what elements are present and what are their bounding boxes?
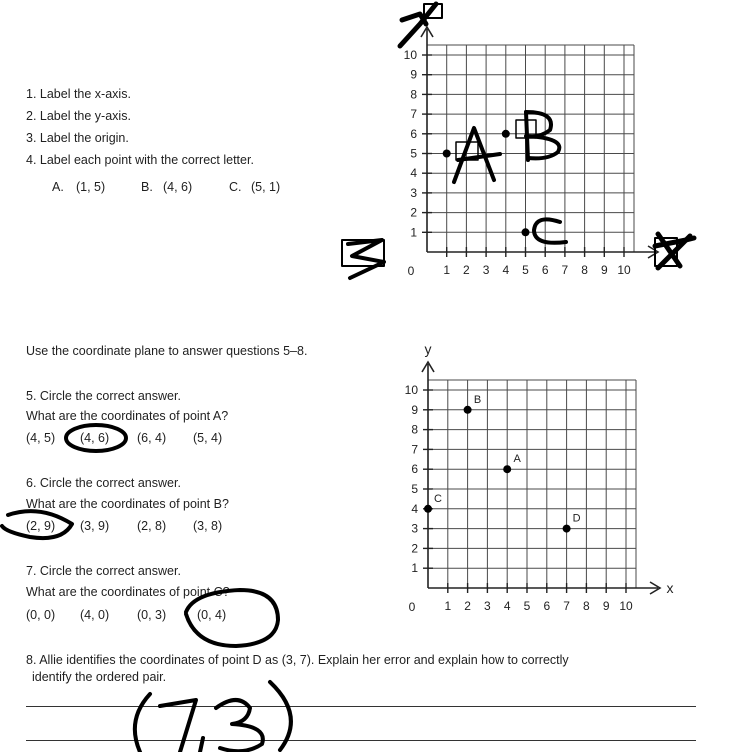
- q7-answer-circle: [186, 590, 278, 646]
- y-tick-label: 10: [403, 48, 417, 62]
- q5-option-2[interactable]: (4, 6): [80, 431, 110, 445]
- data-point-c: [424, 505, 432, 513]
- x-tick-label: 8: [583, 599, 590, 613]
- handwritten-ab-labels: [454, 112, 559, 182]
- x-tick-label: 10: [619, 599, 633, 613]
- q6-option-1[interactable]: (2, 9): [26, 519, 56, 533]
- handwritten-c-label: [534, 219, 566, 242]
- y-tick-label: 6: [410, 126, 417, 141]
- x-tick-label: 6: [541, 263, 549, 277]
- y-axis-label: y: [424, 341, 432, 357]
- coordinate-plane-1: [404, 27, 658, 278]
- x-tick-label: 9: [602, 599, 610, 613]
- instruction-3: 3. Label the origin.: [26, 131, 129, 145]
- q8-text-line1: 8. Allie identifies the coordinates of point D as (3, 7). Explain her error and explain how to correctly: [26, 653, 569, 667]
- x-tick-label: 10: [617, 263, 631, 277]
- handwritten-origin-label: [342, 240, 384, 278]
- x-tick-label: 3: [484, 599, 491, 613]
- y-tick-label: 5: [410, 146, 417, 161]
- handwriting-layer: [2, 4, 694, 752]
- y-tick-label: 6: [411, 462, 418, 477]
- point-label-a: A: [513, 453, 521, 466]
- x-tick-label: 7: [561, 263, 569, 277]
- x-tick-label: 1: [443, 263, 451, 277]
- x-tick-label: 5: [522, 263, 529, 277]
- y-tick-label: 9: [411, 402, 418, 417]
- y-tick-label: 3: [411, 521, 418, 536]
- q5-label: 5. Circle the correct answer.: [26, 389, 181, 403]
- data-point-b: [464, 406, 472, 414]
- y-tick-label: 1: [411, 561, 418, 576]
- instruction-2: 2. Label the y-axis.: [26, 109, 131, 123]
- instruction-4: 4. Label each point with the correct letter.: [26, 153, 254, 167]
- x-axis-label: x: [666, 580, 674, 596]
- data-point-a: [503, 465, 511, 473]
- part2-intro: Use the coordinate plane to answer questions 5–8.: [26, 344, 308, 358]
- q7-question: What are the coordinates of point C?: [26, 585, 230, 599]
- q8-text-line2: identify the ordered pair.: [32, 670, 167, 684]
- origin-label: 0: [408, 600, 416, 614]
- y-tick-label: 8: [410, 87, 417, 102]
- q7-label: 7. Circle the correct answer.: [26, 564, 181, 578]
- handwritten-y-label: [400, 4, 442, 46]
- x-tick-label: 2: [463, 263, 470, 277]
- point-b-letter: B.: [141, 180, 153, 194]
- y-tick-label: 9: [410, 67, 417, 82]
- data-point-b: [502, 130, 510, 138]
- x-tick-label: 4: [502, 263, 510, 277]
- q5-option-1[interactable]: (4, 5): [26, 431, 56, 445]
- y-tick-label: 4: [410, 166, 417, 181]
- y-tick-label: 10: [404, 383, 418, 397]
- q5-option-4[interactable]: (5, 4): [193, 431, 223, 445]
- y-tick-label: 7: [411, 442, 418, 457]
- instruction-1: 1. Label the x-axis.: [26, 87, 131, 101]
- x-tick-label: 5: [523, 599, 531, 613]
- q6-answer-circle: [2, 511, 72, 538]
- point-b-coords: (4, 6): [163, 180, 193, 194]
- q6-option-2[interactable]: (3, 9): [80, 519, 110, 533]
- x-tick-label: 3: [482, 263, 490, 277]
- point-label-c: C: [434, 492, 442, 505]
- y-tick-label: 2: [411, 541, 418, 556]
- q5-answer-circle: [66, 425, 126, 451]
- q5-question: What are the coordinates of point A?: [26, 409, 229, 423]
- q6-option-3[interactable]: (2, 8): [137, 519, 167, 533]
- data-point-d: [563, 525, 571, 533]
- y-tick-label: 8: [411, 422, 418, 437]
- data-point-c: [522, 228, 530, 236]
- data-point-a: [443, 150, 451, 158]
- q7-option-3[interactable]: (0, 3): [137, 608, 167, 622]
- x-tick-label: 7: [563, 599, 570, 613]
- origin-label: 0: [407, 264, 415, 278]
- q7-option-1[interactable]: (0, 0): [26, 608, 56, 622]
- y-tick-label: 1: [410, 225, 417, 240]
- q6-question: What are the coordinates of point B?: [26, 497, 229, 511]
- point-c-letter: C.: [229, 180, 242, 194]
- x-tick-label: 9: [600, 263, 608, 277]
- x-tick-label: 8: [581, 263, 588, 277]
- y-tick-label: 4: [411, 501, 418, 516]
- handwritten-x-label: [655, 234, 694, 268]
- x-tick-label: 6: [543, 599, 551, 613]
- q7-option-4[interactable]: (0, 4): [197, 608, 227, 622]
- y-tick-label: 7: [410, 107, 417, 122]
- q5-option-3[interactable]: (6, 4): [137, 431, 167, 445]
- x-tick-label: 4: [503, 599, 511, 613]
- y-tick-label: 5: [411, 482, 418, 496]
- x-tick-label: 2: [464, 599, 471, 613]
- q6-label: 6. Circle the correct answer.: [26, 476, 181, 490]
- y-tick-label: 2: [410, 205, 417, 220]
- point-a-coords: (1, 5): [76, 180, 106, 194]
- y-tick-label: 3: [410, 185, 417, 200]
- coordinate-plane-2: [405, 341, 674, 614]
- x-tick-label: 1: [444, 599, 452, 613]
- handwritten-q8-answer: [135, 682, 291, 752]
- point-label-b: B: [473, 393, 482, 406]
- q7-option-2[interactable]: (4, 0): [80, 608, 110, 622]
- point-label-d: D: [572, 512, 581, 525]
- point-c-coords: (5, 1): [251, 180, 281, 194]
- point-a-letter: A.: [52, 180, 64, 194]
- q6-option-4[interactable]: (3, 8): [193, 519, 223, 533]
